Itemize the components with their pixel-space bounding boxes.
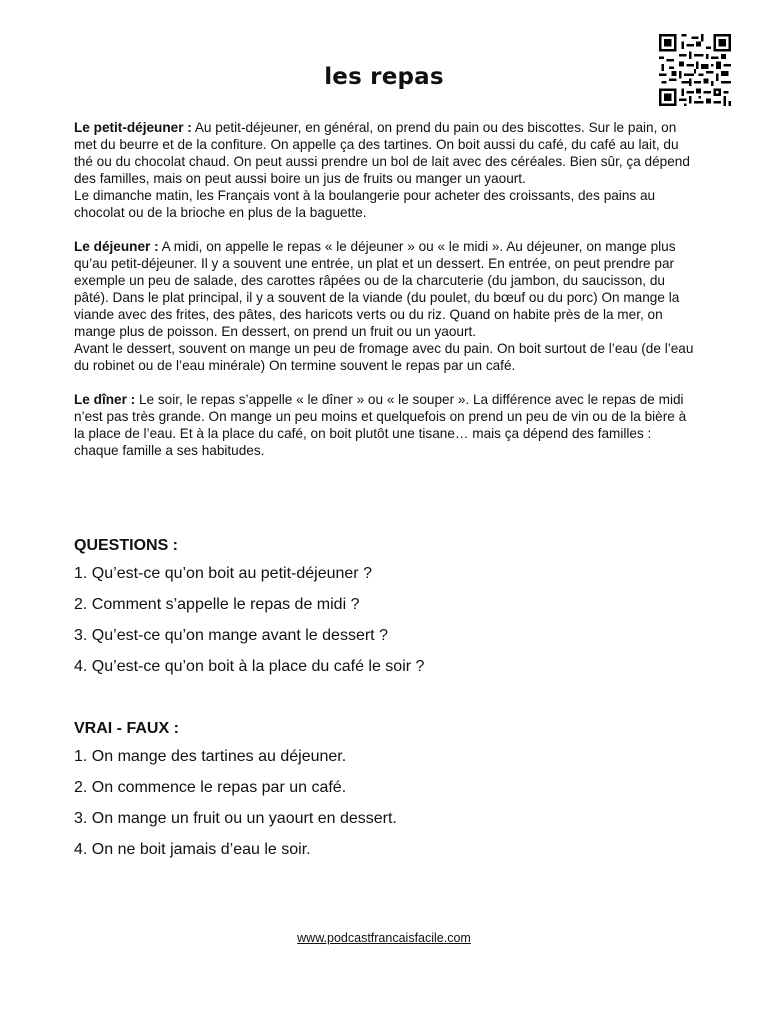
statement-4: 4. On ne boit jamais d’eau le soir.	[74, 841, 311, 858]
vrai-faux-section	[74, 719, 694, 871]
text-diner: Le soir, le repas s’appelle « le dîner » ou « le souper ». La différence avec le repas de midi n’est pas très grande. On mange un peu moins et quelquefois on prend un peu de vin ou de la bière à la place de l’eau. Et à la place du café, on boit plutôt une tisane… mais ça dépend des familles : chaque famille a ses habitudes.	[74, 392, 687, 458]
statement-3: 3. On mange un fruit ou un yaourt en dessert.	[74, 810, 397, 827]
qr-code-icon	[659, 34, 731, 106]
question-4: 4. Qu’est-ce qu’on boit à la place du café le soir ?	[74, 658, 425, 675]
paragraph-dessert: Avant le dessert, souvent on mange un peu de fromage avec du pain. On boit surtout de l’eau (de l’eau du robinet ou de l’eau minérale) On termine souvent le repas par un café.	[74, 341, 694, 373]
footer-link[interactable]: www.podcastfrancaisfacile.com	[297, 931, 471, 945]
question-2: 2. Comment s’appelle le repas de midi ?	[74, 596, 360, 613]
questions-heading: QUESTIONS :	[74, 537, 179, 554]
question-3: 3. Qu’est-ce qu’on mange avant le dessert ?	[74, 627, 388, 644]
lead-dejeuner: Le déjeuner :	[74, 239, 159, 254]
paragraph-dimanche: Le dimanche matin, les Français vont à la boulangerie pour acheter des croissants, des pains au chocolat ou de la brioche en plus de la baguette.	[74, 188, 656, 220]
statement-1: 1. On mange des tartines au déjeuner.	[74, 748, 347, 765]
questions-section	[74, 536, 694, 688]
paragraph-dejeuner	[74, 238, 694, 340]
lead-petit-dejeuner: Le petit-déjeuner :	[74, 120, 192, 135]
question-1: 1. Qu’est-ce qu’on boit au petit-déjeuner ?	[74, 565, 372, 582]
text-petit-dejeuner: Au petit-déjeuner, en général, on prend du pain ou des biscottes. Sur le pain, on met du beurre et de la confiture. On appelle ça des tartines. On boit aussi du café, du café au lait, du thé ou du chocolat chaud. On peut aussi prendre un bol de lait avec des céréales. Bien sûr, ça dépend des familles, mais on peut aussi boire un jus de fruits ou manger un yaourt.	[74, 120, 690, 186]
statement-2: 2. On commence le repas par un café.	[74, 779, 347, 796]
vrai-faux-heading: VRAI - FAUX :	[74, 720, 179, 737]
reading-text	[74, 119, 694, 459]
paragraph-diner	[74, 391, 694, 459]
paragraph-petit-dejeuner	[74, 119, 694, 187]
text-dejeuner: A midi, on appelle le repas « le déjeuner » ou « le midi ». Au déjeuner, on mange plus qu’au petit-déjeuner. Il y a souvent une entrée, un plat et un dessert. En entrée, on peut prendre par exemple un peu de salade, des carottes râpées ou de la charcuterie (du jambon, du saucisson, du pâté). Dans le plat principal, il y a souvent de la viande (du poulet, du bœuf ou du porc) On mange la viande avec des frites, des pâtes, des haricots verts ou du riz. Quand on habite près de la mer, on mange plus de poisson. En dessert, on prend un fruit ou un yaourt.	[74, 239, 680, 339]
page-title: les repas	[324, 64, 444, 90]
lead-diner: Le dîner :	[74, 392, 136, 407]
